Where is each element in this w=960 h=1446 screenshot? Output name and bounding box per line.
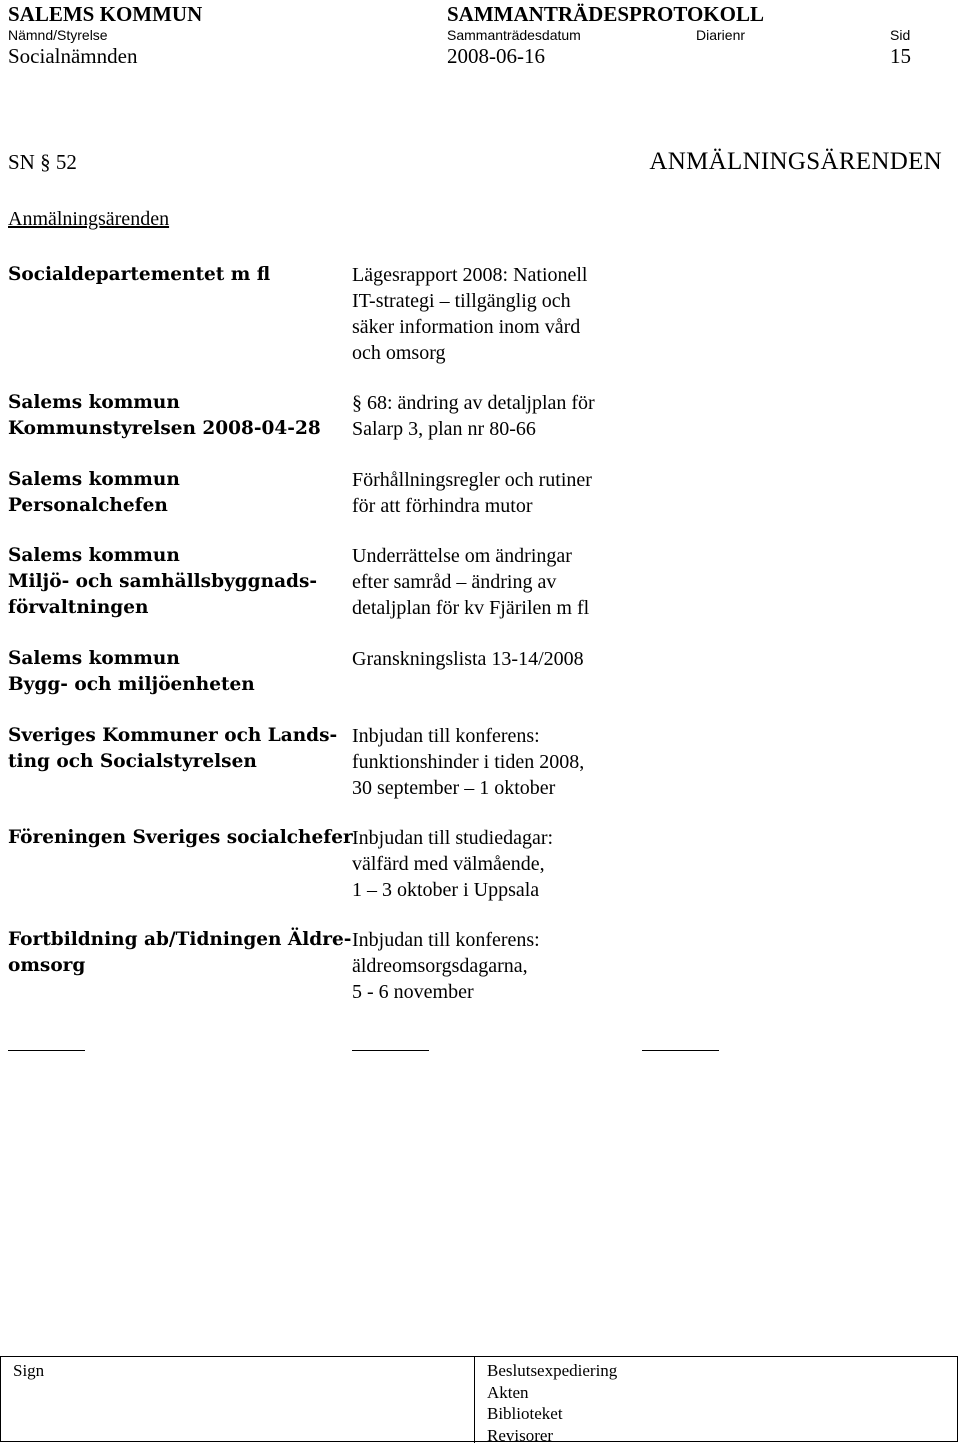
- item-subject: Inbjudan till konferens: äldreomsorgsdagarna, 5 - 6 november: [352, 927, 952, 1005]
- signature-line: [8, 1050, 85, 1051]
- item-subject: § 68: ändring av detaljplan för Salarp 3, plan nr 80-66: [352, 390, 952, 442]
- distribution-item: Biblioteket: [487, 1403, 617, 1425]
- item-subject: Inbjudan till studiedagar: välfärd med välmående, 1 – 3 oktober i Uppsala: [352, 825, 952, 903]
- item-sender: Socialdepartementet m fl: [8, 262, 338, 288]
- distribution-list: [487, 1360, 617, 1446]
- item-sender: Föreningen Sveriges socialchefer: [8, 825, 338, 851]
- section-title: ANMÄLNINGSÄRENDEN: [649, 148, 942, 176]
- registration-label: Diarienr: [696, 26, 745, 44]
- distribution-item: Akten: [487, 1382, 617, 1404]
- sign-label: Sign: [13, 1361, 44, 1381]
- item-subject: Underrättelse om ändringar efter samråd – ändring av detaljplan för kv Fjärilen m fl: [352, 543, 952, 621]
- item-sender: Salems kommun Kommunstyrelsen 2008-04-28: [8, 390, 338, 442]
- item-subject: Förhållningsregler och rutiner för att förhindra mutor: [352, 467, 952, 519]
- board-value: Socialnämnden: [8, 44, 137, 68]
- item-sender: Salems kommun Miljö- och samhällsbyggnads- förvaltningen: [8, 543, 338, 621]
- item-subject: Granskningslista 13-14/2008: [352, 646, 952, 672]
- footer-box: [0, 1356, 958, 1442]
- board-label: Nämnd/Styrelse: [8, 26, 108, 44]
- date-value: 2008-06-16: [447, 44, 545, 68]
- signature-line: [352, 1050, 429, 1051]
- item-sender: Sveriges Kommuner och Lands- ting och Socialstyrelsen: [8, 723, 338, 775]
- footer-divider: [474, 1357, 475, 1443]
- document-type: SAMMANTRÄDESPROTOKOLL: [447, 2, 764, 26]
- distribution-item: Revisorer: [487, 1425, 617, 1446]
- section-subtitle: Anmälningsärenden: [8, 208, 169, 231]
- date-label: Sammanträdesdatum: [447, 26, 581, 44]
- municipality-name: SALEMS KOMMUN: [8, 2, 202, 26]
- signature-line: [642, 1050, 719, 1051]
- item-sender: Salems kommun Bygg- och miljöenheten: [8, 646, 338, 698]
- section-code: SN § 52: [8, 150, 77, 175]
- item-sender: Salems kommun Personalchefen: [8, 467, 338, 519]
- item-subject: Inbjudan till konferens: funktionshinder i tiden 2008, 30 september – 1 oktober: [352, 723, 952, 801]
- page-number: 15: [890, 44, 911, 68]
- page-label: Sid: [890, 26, 910, 44]
- distribution-item: Beslutsexpediering: [487, 1360, 617, 1382]
- item-subject: Lägesrapport 2008: Nationell IT-strategi – tillgänglig och säker information inom vård och omsorg: [352, 262, 952, 366]
- item-sender: Fortbildning ab/Tidningen Äldre- omsorg: [8, 927, 338, 979]
